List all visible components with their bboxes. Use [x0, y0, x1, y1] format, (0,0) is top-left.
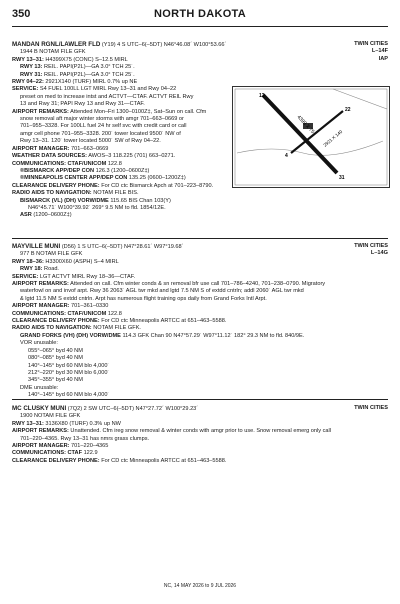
entry-line-text: 345°–355° byd 40 NM [28, 377, 83, 384]
entry-line [12, 153, 228, 160]
entry-line [12, 363, 388, 370]
entry-line-label: COMMUNICATIONS: CTAF/UNICOM [12, 310, 107, 317]
chart-ref: TWIN CITIES [354, 243, 388, 249]
entry-line [12, 190, 388, 197]
entry-line-label: AIRPORT REMARKS: [12, 281, 69, 288]
entry-line-label: COMMUNICATIONS: CTAF/UNICOM [12, 160, 107, 167]
entry-line [12, 413, 388, 420]
entry-line-label: AIRPORT REMARKS: [12, 108, 69, 115]
entry-line-label: RWY 13: [20, 64, 43, 71]
entry-line [12, 72, 388, 79]
airport-name: MC CLUSKY MUNI [12, 405, 67, 412]
entry-line-text: For CD ctc Minneapolis ARTCC at 651–463–5588. [99, 318, 227, 325]
entry-line [12, 94, 236, 101]
entry-line-text: 126.3 (1200–0600Z‡) [94, 167, 150, 174]
entry-line-text: Attended Mon–Fri 1300–0100Z‡, Sat–Sun on call. Cfm [68, 108, 207, 115]
chart-ref: L–14F [371, 48, 388, 55]
airport-chart-refs [354, 405, 388, 412]
entry-line [12, 146, 228, 153]
entry-line [12, 281, 388, 288]
entry-line-text: S4 FUEL 100LL LGT MIRL Rwy 13–31 and Rwy 04–22 [38, 86, 177, 93]
entry-line [12, 212, 388, 219]
airport-location: (D56) 1 S UTC–6(–5DT) N47°28.61´ W97°19.68´ [61, 244, 184, 250]
chart-ref: TWIN CITIES [354, 41, 388, 47]
entry-line [12, 116, 236, 123]
airport-entry-mcclusky [12, 405, 388, 465]
entry-line-label: SERVICE: [12, 273, 39, 280]
entry-line [12, 340, 388, 347]
entry-line [12, 377, 388, 384]
entry-divider [12, 399, 388, 400]
entry-line-text: Road. [42, 266, 59, 273]
entry-line-text: 701–361–0330 [69, 303, 109, 310]
airport-location: (Y19) 4 S UTC–6(–5DT) N46°46.08´ W100°53.66´ [101, 42, 227, 48]
entry-line [12, 318, 388, 325]
entry-line-text: 1944 B NOTAM FILE GFK [20, 49, 86, 56]
entry-line [12, 421, 388, 428]
airport-chart-refs [354, 243, 388, 258]
entry-line [12, 198, 388, 205]
entry-line-text: NOTAM FILE GFK. [91, 325, 141, 332]
entry-line [12, 57, 388, 64]
entry-line [12, 49, 388, 56]
entry-line-text: preset on med to increase intst and ACTVT—CTAF. ACTVT REIL Rwy [20, 93, 194, 100]
entry-line-text: amgr cell phone 701–955–3328. 200´ tower located 9500´ NW of [20, 130, 181, 137]
entry-line-text: 140°–145° byd 60 NM blo 4,000´ [28, 362, 110, 369]
entry-line-label: ®BISMARCK APP/DEP CON [20, 167, 95, 174]
entry-line-label: RWY 13–31: [12, 56, 44, 63]
entry-line [12, 109, 228, 116]
entry-line-text: REIL. PAPI(P2L)—GA 3.0° TCH 25´. [42, 71, 135, 78]
rwy-4-label: 4 [285, 153, 288, 159]
entry-line-text: Unattended. Cfm ireg snow removal & winter conds with amgr prior to use. Snow removal emerg only call [68, 428, 331, 435]
state-title: NORTH DAKOTA [154, 8, 246, 20]
entry-line-text: 122.8 [106, 310, 122, 317]
entry-line [12, 131, 236, 138]
page-number: 350 [12, 8, 31, 20]
entry-line-label: GRAND FORKS (VH) (DH) VORW/DME [20, 332, 121, 339]
rwy-22-label: 22 [345, 107, 351, 113]
airport-diagram [232, 86, 390, 188]
chart-ref: IAP [378, 55, 388, 62]
entry-line-text: NOTAM FILE BIS. [91, 190, 139, 197]
entry-line-text: 114.3 GFK Chan 90 N47°57.29´ W97°11.12´ 182° 29.3 NM to fld. 840/9E. [120, 332, 305, 339]
entry-line [12, 333, 388, 340]
entry-line-text: For CD ctc Bismarck Apch at 701–223–8790. [99, 182, 214, 189]
entry-line [12, 311, 388, 318]
entry-line-label: BISMARCK (VL) (DH) VORW/DME [20, 197, 109, 204]
entry-line-text: 701–220–4365 [69, 443, 109, 450]
entry-line-text: 13 and Rwy 31; PAPI Rwy 13 and Rwy 31—CTAF. [20, 101, 145, 108]
airport-name: MANDAN RGNL/LAWLER FLD [12, 41, 101, 48]
entry-line [12, 86, 228, 93]
entry-line-text: 115.65 BIS Chan 103(Y) [108, 197, 171, 204]
entry-line [12, 288, 388, 295]
chart-ref: L–14G [370, 250, 388, 257]
entry-line-text: 1900 NOTAM FILE GFK [20, 413, 81, 420]
entry-line [12, 428, 388, 435]
entry-line [12, 443, 388, 450]
entry-line [12, 303, 388, 310]
entry-line-text: For CD ctc Minneapolis ARTCC at 651–463–5588. [99, 457, 227, 464]
entry-line-text: 122.8 [106, 160, 122, 167]
entry-line-text: 2921X140 (TURF) MIRL 0.7% up NE [43, 79, 138, 86]
airport-title-line [12, 243, 388, 251]
entry-line-text: 122.9 [82, 450, 98, 457]
entry-line [12, 450, 388, 457]
entry-line-text: waterfowl on and invof arpt. Rwy 36 2063´ AGL twr mkd and lgtd 7.5 NM S of extdd cntrln; addl 2060´ AGL twr mkd [20, 288, 304, 295]
entry-line-label: COMMUNICATIONS: CTAF [12, 450, 83, 457]
entry-line-text: Rwy 13–31. 120´ tower located 5000´ SW of Rwy 04–22. [20, 138, 161, 145]
airport-diagram-svg [233, 87, 389, 187]
entry-line-text: 701–220–4365. Rwy 13–31 has nmrs grass clumps. [20, 435, 150, 442]
rwy-04-22-dims: 2921 X 140 [322, 129, 344, 148]
entry-line-text: snow removal aft major winter storms with amgr 701–663–0669 or [20, 116, 184, 123]
entry-line-text: Attended on call. Cfm winter conds & sn removal bfr use call 701–786–4240, 701–238–0790. Migratory [68, 281, 326, 288]
entry-line-text: 701–663–0669 [69, 145, 109, 152]
entry-line-text: & lgtd 11.5 NM S extdd cntrln. Arpt has numerous flight training ops daily from Grand Forks Intl Arpt. [20, 295, 267, 302]
entry-line [12, 385, 388, 392]
airport-entry-mayville [12, 243, 388, 400]
entry-line-label: RWY 18–36: [12, 258, 44, 265]
entry-line-text: DME unusable: [20, 384, 59, 391]
entry-line-text: 080°–085° byd 40 NM [28, 355, 83, 362]
entry-line-text: H4399X75 (CONC) S–12.5 MIRL [43, 56, 128, 63]
entry-line-text: 3136X80 (TURF) 0.3% up NW [43, 420, 121, 427]
entry-line [12, 138, 236, 145]
entry-line-text: H3300X60 (ASPH) S–4 MIRL [43, 258, 119, 265]
entry-line-label: ASR [20, 212, 32, 219]
airport-name: MAYVILLE MUNI [12, 243, 61, 250]
entry-line-label: AIRPORT MANAGER: [12, 145, 70, 152]
entry-line [12, 101, 236, 108]
entry-line-label: RWY 04–22: [12, 79, 44, 86]
rwy-31-label: 31 [339, 175, 345, 181]
entry-line-text: REIL. PAPI(P2L)—GA 3.0° TCH 25´. [42, 64, 135, 71]
entry-line-text: 135.25 (0600–1200Z‡) [127, 175, 186, 182]
entry-line-label: AIRPORT MANAGER: [12, 443, 70, 450]
entry-line-label: RWY 13–31: [12, 420, 44, 427]
entry-line [12, 325, 388, 332]
rwy-13-31-dims: 4399 X 75 [295, 114, 316, 136]
entry-line [12, 64, 388, 71]
entry-line [12, 458, 388, 465]
entry-line [12, 348, 388, 355]
entry-line-text: 701–955–3328. For 100LL fuel 24 hr self svc with credit card or call [20, 123, 187, 130]
entry-line-text: 055°–065° byd 40 NM [28, 347, 83, 354]
airport-title-line [12, 405, 388, 413]
airport-location: (7Q2) 2 SW UTC–6(–5DT) N47°27.72´ W100°29.23´ [67, 406, 199, 412]
entry-line-label: CLEARANCE DELIVERY PHONE: [12, 318, 100, 325]
entry-line [12, 123, 236, 130]
entry-line [12, 205, 388, 212]
entry-line-label: CLEARANCE DELIVERY PHONE: [12, 182, 100, 189]
entry-line-text: 977 B NOTAM FILE GFK [20, 251, 83, 258]
entry-line-text: LGT ACTVT MIRL Rwy 18–36—CTAF. [38, 273, 136, 280]
entry-line-label: ®MINNEAPOLIS CENTER APP/DEP CON [20, 175, 128, 182]
entry-line-label: RADIO AIDS TO NAVIGATION: [12, 325, 92, 332]
entry-line-text: 212°–220° byd 30 NM blo 6,000´ [28, 369, 110, 376]
entry-line-text: N46°45.71´ W100°39.92´ 269° 9.5 NM to fld. 1854/12E. [28, 204, 166, 211]
effective-dates-footer: NC, 14 MAY 2026 to 9 JUL 2026 [163, 583, 237, 589]
runway-13-31 [263, 95, 337, 173]
entry-line-text: AWOS–3 118.225 (701) 663–0271. [87, 153, 176, 160]
airport-title-line [12, 41, 388, 49]
entry-line [12, 251, 388, 258]
entry-divider [12, 238, 388, 239]
entry-line-text: VOR unusable: [20, 340, 58, 347]
page-header [0, 0, 400, 32]
entry-line-label: RWY 18: [20, 266, 43, 273]
chart-ref: TWIN CITIES [354, 405, 388, 411]
entry-line [12, 296, 388, 303]
entry-line [12, 436, 388, 443]
rwy-13-label: 13 [259, 93, 265, 99]
entry-line-label: WEATHER DATA SOURCES: [12, 153, 87, 160]
entry-line [12, 274, 388, 281]
entry-line-text: 140°–145° byd 60 NM blo 4,000´ [28, 392, 110, 399]
entry-line [12, 370, 388, 377]
entry-line [12, 259, 388, 266]
entry-line-label: RWY 31: [20, 71, 43, 78]
airport-chart-refs [354, 41, 388, 63]
entry-line-label: AIRPORT MANAGER: [12, 303, 70, 310]
entry-line-label: RADIO AIDS TO NAVIGATION: [12, 190, 92, 197]
road-line [333, 89, 387, 109]
entry-line [12, 355, 388, 362]
header-rule [12, 26, 388, 27]
entry-line-text: (1200–0600Z‡) [31, 212, 72, 219]
entry-line [12, 266, 388, 273]
entry-line-label: CLEARANCE DELIVERY PHONE: [12, 457, 100, 464]
entry-line-label: AIRPORT REMARKS: [12, 428, 69, 435]
entry-line-label: SERVICE: [12, 86, 39, 93]
